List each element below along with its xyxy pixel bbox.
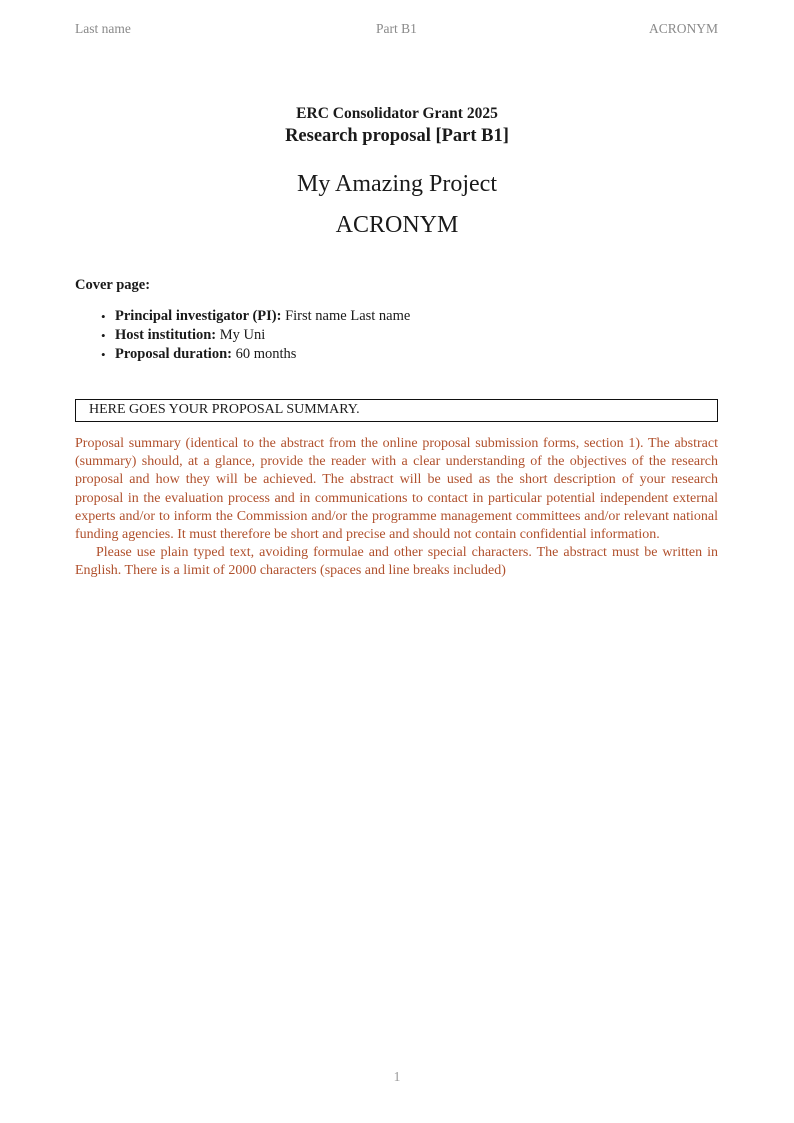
- bullet-icon: •: [101, 328, 106, 343]
- project-acronym: ACRONYM: [335, 212, 459, 238]
- instructions-paragraph-1: Proposal summary (identical to the abstract from the online proposal submission forms, section 1). The abstract (summary) should, at a glance, provide the reader with a clear understanding of the objectives of the research proposal and how they will be achieved. The abstract will be used as the short description of your research proposal in the evaluation process and in communications to contact in particular potential independent external experts and/or to inform the Commission and/or the programme management committees and/or relevant national funding agencies. It must therefore be short and precise and should not contain confidential information.: [75, 436, 718, 543]
- call-title: ERC Consolidator Grant 2025: [296, 105, 498, 122]
- instructions-paragraph-2: Please use plain typed text, avoiding formulae and other special characters. The abstract must be written in English. There is a limit of 2000 characters (spaces and line breaks included): [75, 545, 718, 579]
- page-number: 1: [393, 1069, 401, 1084]
- header-lastname: Last name: [75, 21, 131, 36]
- header-part-label: Part B1: [376, 21, 417, 36]
- list-item-duration: [75, 345, 718, 364]
- instructions-block: [75, 435, 718, 581]
- proposal-summary-box: [75, 399, 718, 422]
- cover-page-heading: Cover page:: [75, 277, 151, 293]
- bullet-icon: •: [101, 309, 106, 324]
- running-header: [75, 21, 718, 37]
- host-value: My Uni: [219, 327, 266, 343]
- header-acronym: ACRONYM: [648, 21, 718, 36]
- list-item-host: [75, 326, 718, 345]
- duration-label: Proposal duration:: [115, 346, 232, 362]
- pi-label: Principal investigator (PI):: [115, 308, 282, 324]
- bullet-icon: •: [101, 347, 106, 362]
- list-item-pi: [75, 307, 718, 326]
- duration-value: 60 months: [235, 346, 297, 362]
- part-title: Research proposal [Part B1]: [285, 126, 509, 146]
- pi-value: First name Last name: [285, 308, 411, 324]
- cover-page-list: [75, 307, 718, 364]
- project-title: My Amazing Project: [297, 171, 497, 197]
- proposal-summary-text: HERE GOES YOUR PROPOSAL SUMMARY.: [89, 402, 360, 417]
- host-label: Host institution:: [115, 327, 217, 343]
- page-footer: [0, 1069, 794, 1085]
